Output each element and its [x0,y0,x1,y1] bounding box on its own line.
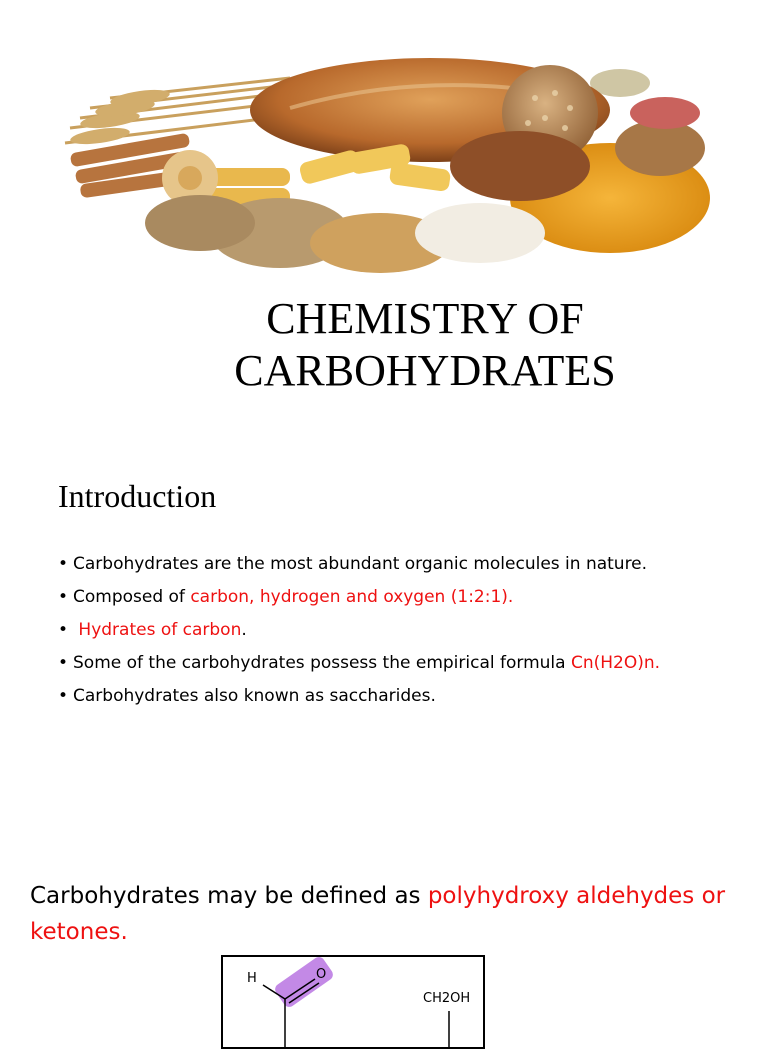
definition-text [30,878,740,950]
carbohydrate-foods-image [50,48,710,278]
ch2oh-label: CH2OH [423,991,471,1006]
title-line-2: CARBOHYDRATES [234,346,616,395]
list-item [58,680,660,713]
definition-highlight: polyhydroxy aldehydes or ketones. [30,883,726,945]
bullet-icon: • [58,587,69,607]
oxygen-label: O [316,967,327,982]
list-item [58,614,660,647]
intro-bullet-list [58,548,660,713]
title-line-1: CHEMISTRY OF [266,294,584,343]
bullet-icon: • [58,653,69,673]
bullet-text: Composed of [73,587,191,607]
bullet-after: . [241,620,247,640]
hydrogen-label: H [247,971,257,986]
slide-title [150,293,700,397]
list-item [58,548,660,581]
structure-diagram [221,955,485,1049]
list-item [58,647,660,680]
bullet-text: Some of the carbohydrates possess the empirical formula [73,653,571,673]
bullet-icon: • [58,620,69,640]
bullet-highlight: Hydrates of carbon [78,620,242,640]
bullet-icon: • [58,554,69,574]
bullet-text: Carbohydrates also known as saccharides. [73,686,436,706]
intro-heading: Introduction [58,478,217,514]
definition-prefix: Carbohydrates may be defined as [30,883,428,909]
bullet-highlight: carbon, hydrogen and oxygen (1:2:1). [190,587,514,607]
list-item [58,581,660,614]
bullet-text: Carbohydrates are the most abundant organic molecules in nature. [73,554,648,574]
bullet-highlight: Cn(H2O)n. [570,653,661,673]
bullet-icon: • [58,686,69,706]
